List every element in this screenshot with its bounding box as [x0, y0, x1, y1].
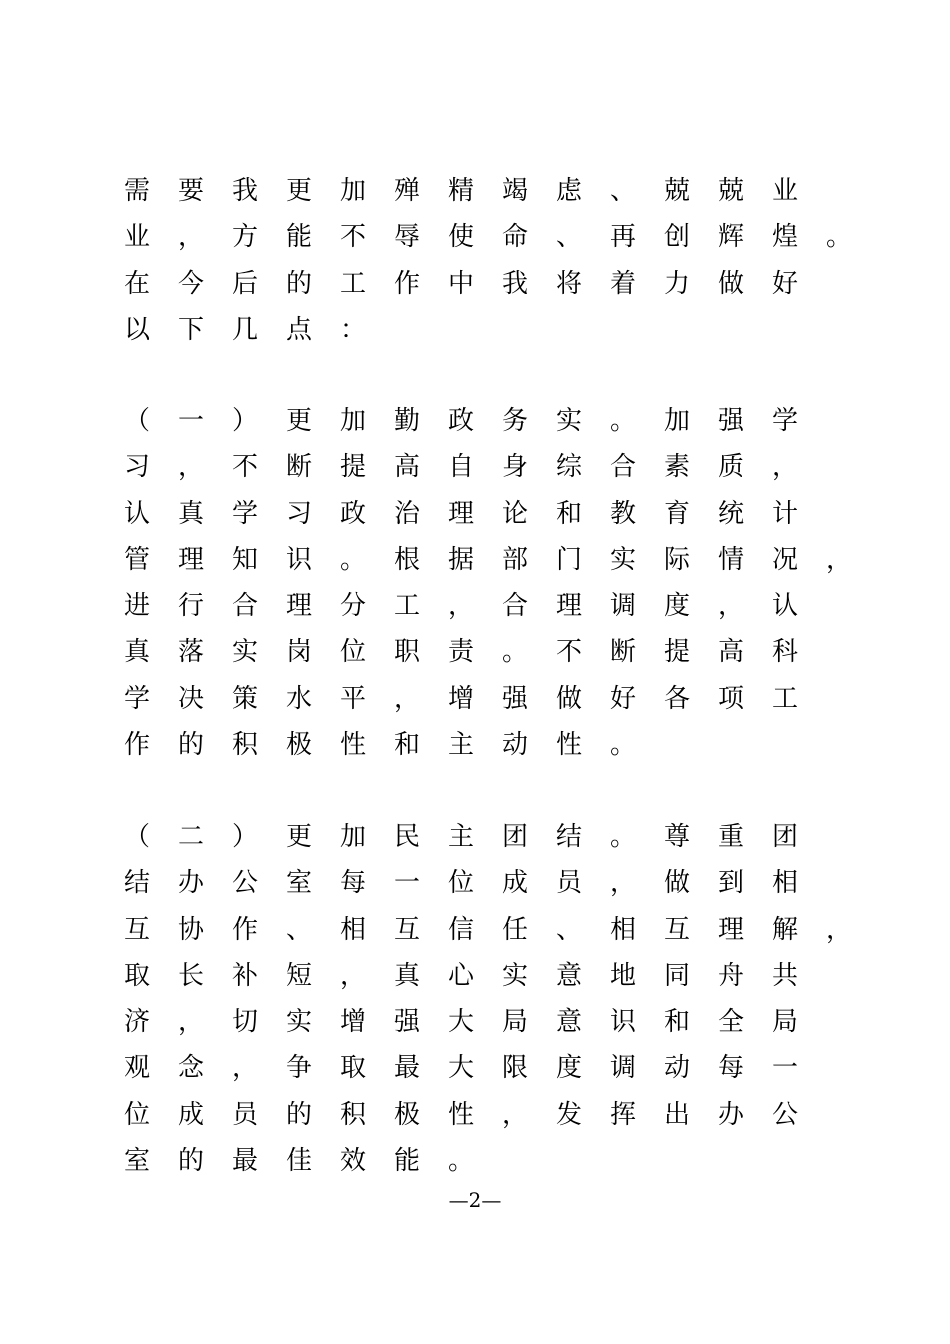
text-line: 业 ， 方 能 不 辱 使 命 、 再 创 辉 煌 。 — [124, 222, 853, 253]
text-line: 互 协 作 、 相 互 信 任 、 相 互 理 解 ， — [124, 914, 853, 945]
text-line: 在 今 后 的 工 作 中 我 将 着 力 做 好 — [124, 268, 799, 299]
text-line: 以 下 几 点 ： — [124, 314, 367, 345]
text-line: 取 长 补 短 ， 真 心 实 意 地 同 舟 共 — [124, 960, 799, 991]
text-line: 管 理 知 识 。 根 据 部 门 实 际 情 况 ， — [124, 544, 853, 575]
text-line: 需 要 我 更 加 殚 精 竭 虑 、 兢 兢 业 — [124, 176, 799, 206]
text-line: 室 的 最 佳 效 能 。 — [124, 1146, 475, 1177]
text-line: 观 念 ， 争 取 最 大 限 度 调 动 每 一 — [124, 1053, 799, 1084]
text-line: 位 成 员 的 积 极 性 ， 发 挥 出 办 公 — [124, 1099, 799, 1130]
text-line: （ 一 ） 更 加 勤 政 务 实 。 加 强 学 — [124, 406, 799, 436]
text-line: 认 真 学 习 政 治 理 论 和 教 育 统 计 — [124, 498, 799, 529]
text-line: 习 ， 不 断 提 高 自 身 综 合 素 质 ， — [124, 452, 799, 483]
text-line: 济 ， 切 实 增 强 大 局 意 识 和 全 局 — [124, 1007, 799, 1038]
text-line: （ 二 ） 更 加 民 主 团 结 。 尊 重 团 — [124, 822, 799, 852]
paragraph-point-two — [124, 814, 880, 1184]
paragraph-point-one — [124, 398, 880, 768]
text-line: 真 落 实 岗 位 职 责 。 不 断 提 高 科 — [124, 637, 799, 668]
text-line: 学 决 策 水 平 ， 增 强 做 好 各 项 工 — [124, 683, 799, 714]
text-line: 作 的 积 极 性 和 主 动 性 。 — [124, 730, 637, 761]
text-line: 进 行 合 理 分 工 ， 合 理 调 度 ， 认 — [124, 591, 799, 622]
paragraph-intro — [124, 168, 880, 353]
page-number: —2— — [448, 1188, 502, 1212]
text-line: 结 办 公 室 每 一 位 成 员 ， 做 到 相 — [124, 868, 799, 899]
